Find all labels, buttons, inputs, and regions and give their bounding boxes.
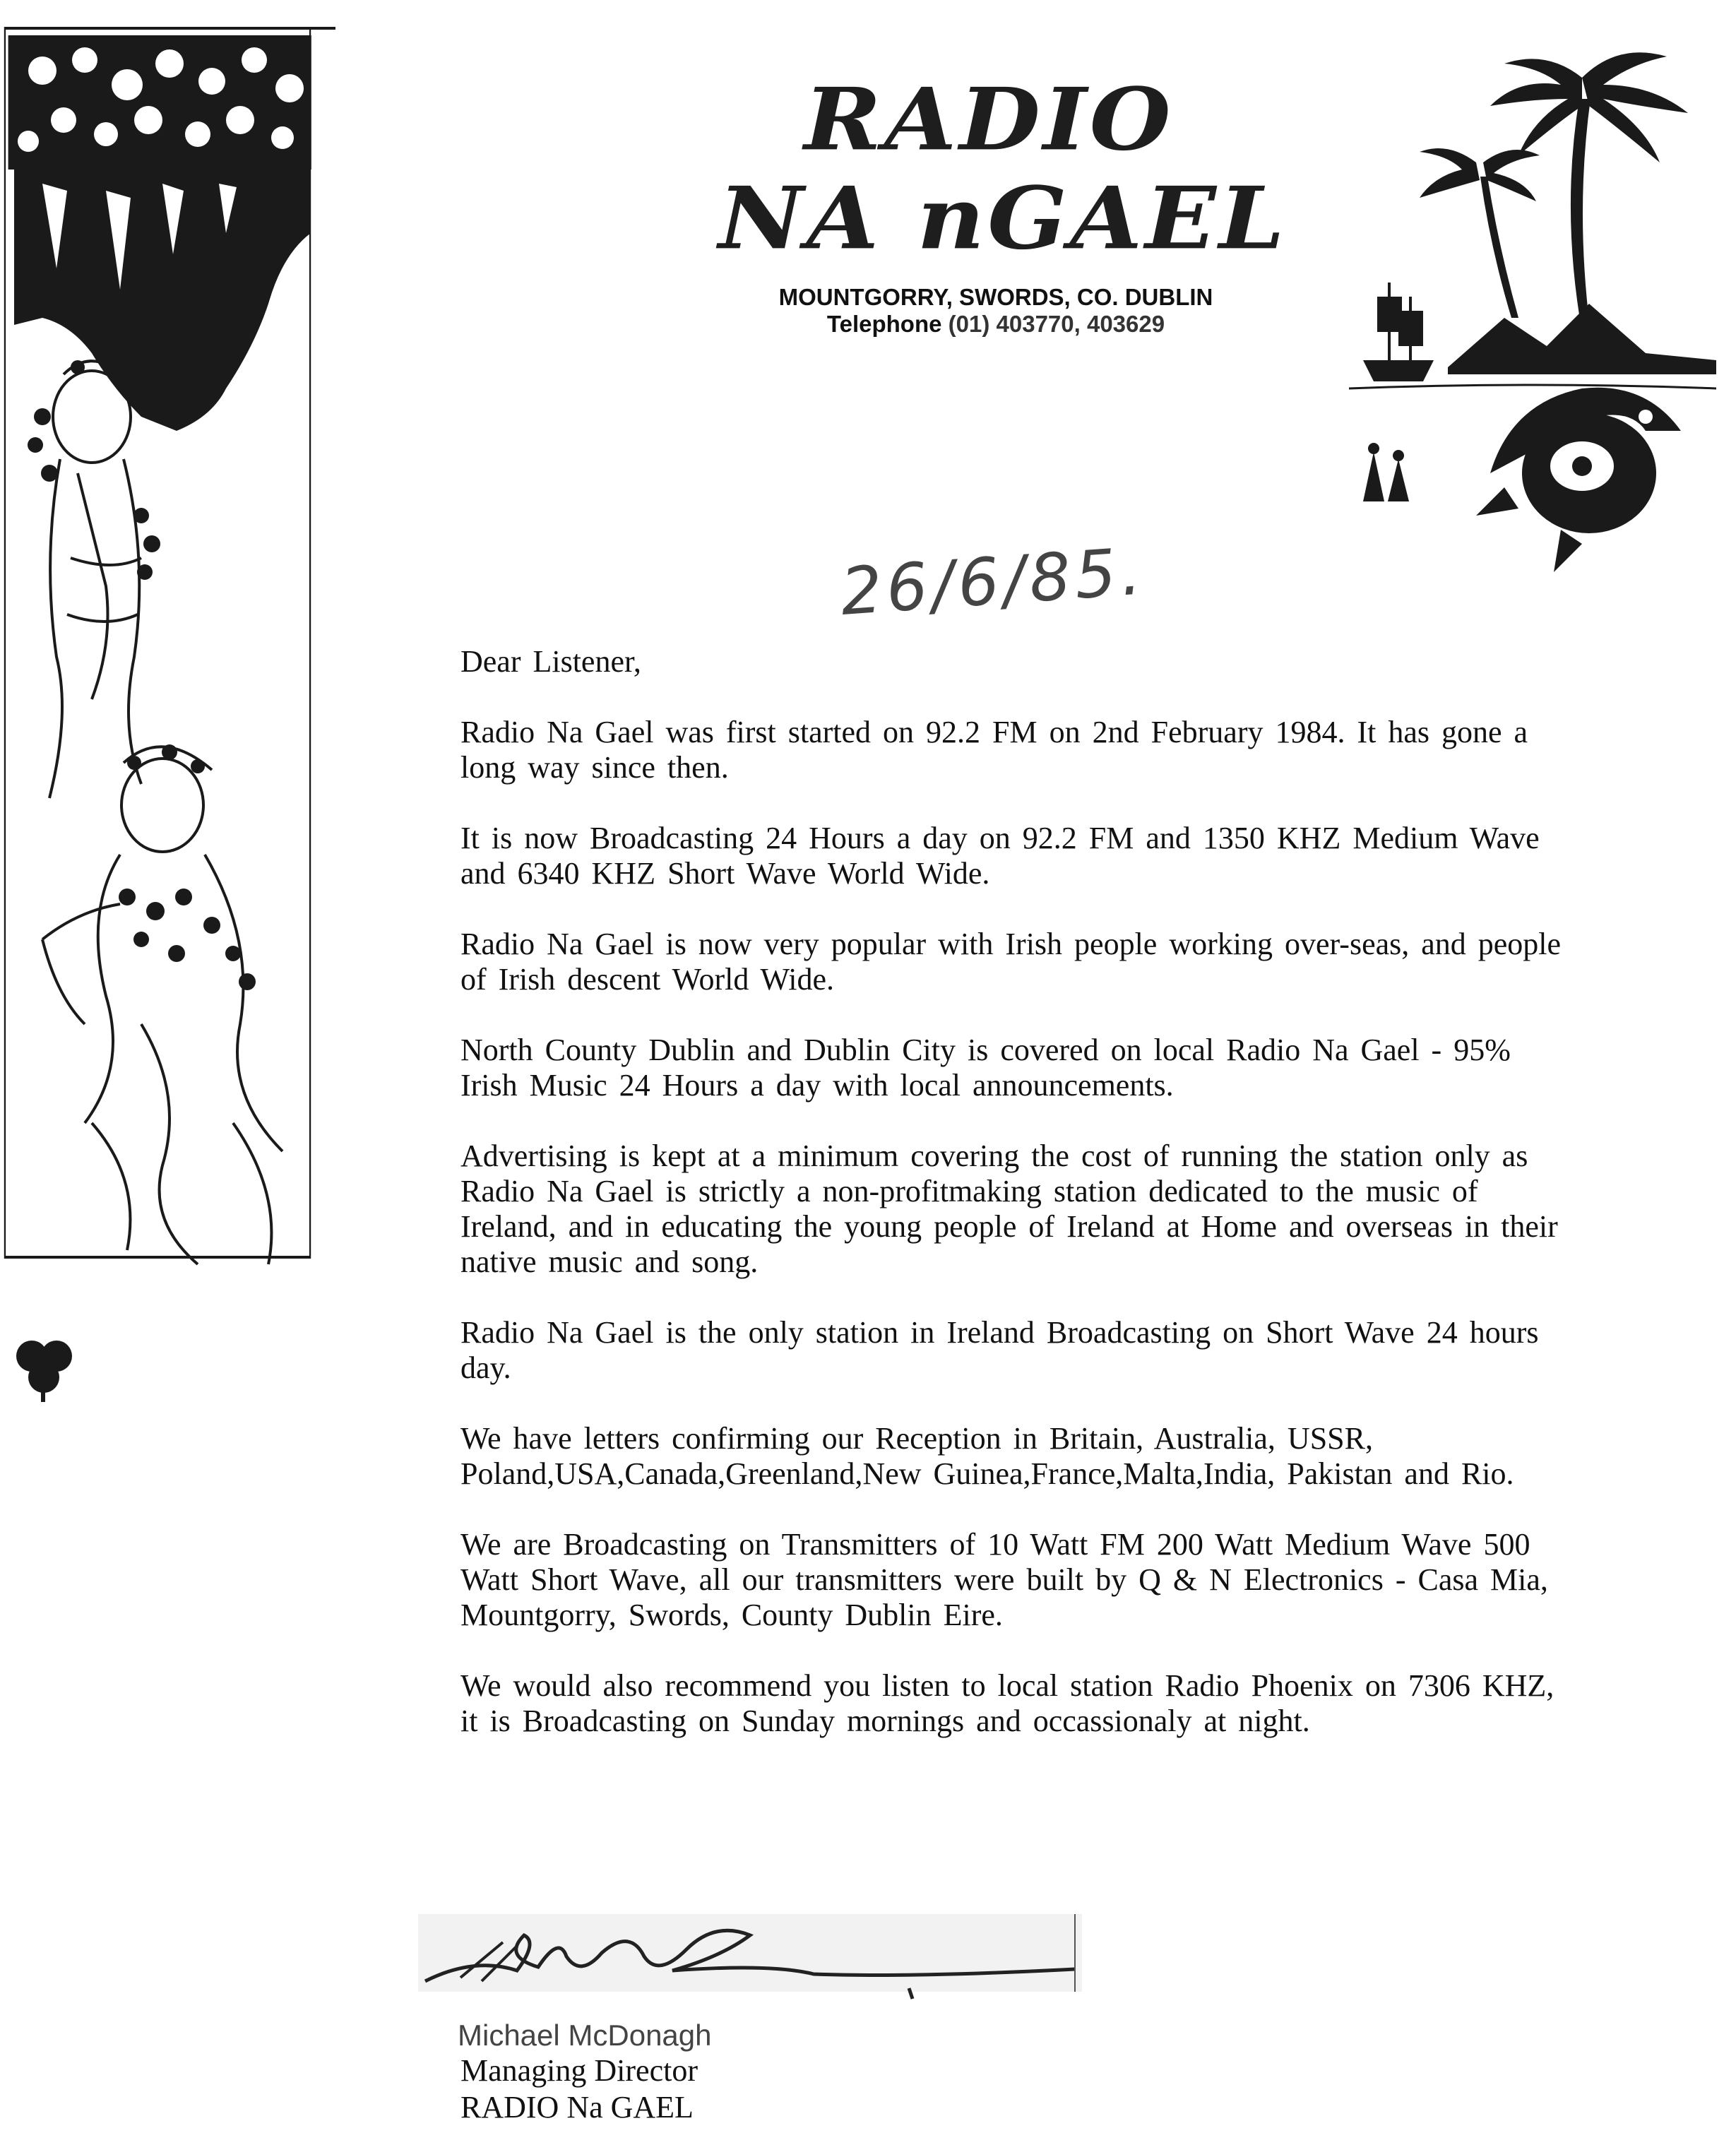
pirate-island-illustration: [1349, 35, 1716, 572]
paragraph-shortwave: Radio Na Gael is the only station in Ireland Broadcasting on Short Wave 24 hours day.: [460, 1315, 1539, 1385]
station-address: MOUNTGORRY, SWORDS, CO. DUBLIN: [778, 284, 1213, 310]
paragraph-coverage: North County Dublin and Dublin City is covered on local Radio Na Gael - 95% Irish Music 24 Hours a day with local announcements.: [460, 1033, 1511, 1103]
telephone-label: Telephone: [826, 311, 942, 337]
paragraph-popularity: Radio Na Gael is now very popular with Irish people working over-seas, and people of Irish descent World Wide.: [460, 927, 1562, 997]
salutation: Dear Listener,: [460, 644, 641, 679]
signatory-block: [460, 2052, 698, 2126]
signatory-organization: RADIO Na GAEL: [460, 2090, 694, 2125]
paragraph-frequencies: It is now Broadcasting 24 Hours a day on 92.2 FM and 1350 KHZ Medium Wave and 6340 KHZ Short Wave World Wide.: [460, 821, 1540, 891]
station-name-line2: NA nGAEL: [718, 168, 1288, 269]
signatory-name: Michael McDonagh: [458, 2019, 712, 2052]
station-name-line1: RADIO: [804, 69, 1174, 170]
celtic-maiden-illustration: [0, 21, 335, 1406]
handwritten-date: 26/6/85.: [838, 533, 1148, 630]
letterhead-address-block: [706, 284, 1285, 338]
paragraph-transmitters: We are Broadcasting on Transmitters of 10 Watt FM 200 Watt Medium Wave 500 Watt Short Wave, all our transmitters were built by Q & N Electronics - Casa Mia, Mountgorry, Swords, County Dublin Eire.: [460, 1527, 1548, 1632]
ship-icon: [1363, 283, 1434, 381]
paragraph-advertising: Advertising is kept at a minimum covering the cost of running the station only as Radio Na Gael is strictly a non-profitmaking station dedicated to the music of Ireland, and in educating the young people of Ireland at Home and overseas in their native music and song.: [460, 1139, 1558, 1279]
handwritten-signature: [418, 1914, 1082, 2013]
signatory-role: Managing Director: [460, 2053, 698, 2088]
masthead: [699, 71, 1292, 268]
letter-body: [460, 644, 1576, 1774]
pirate-head: [1476, 388, 1681, 572]
paragraph-recommendation: We would also recommend you listen to local station Radio Phoenix on 7306 KHZ, it is Broadcasting on Sunday mornings and occassionaly at night.: [460, 1668, 1554, 1738]
paragraph-reception: We have letters confirming our Reception in Britain, Australia, USSR, Poland,USA,Canada,Greenland,New Guinea,France,Malta,India, Pakistan and Rio.: [460, 1421, 1514, 1491]
paragraph-history: Radio Na Gael was first started on 92.2 FM on 2nd February 1984. It has gone a long way since then.: [460, 715, 1528, 785]
telephone-numbers: (01) 403770, 403629: [948, 311, 1165, 337]
station-telephone: [706, 311, 1285, 338]
